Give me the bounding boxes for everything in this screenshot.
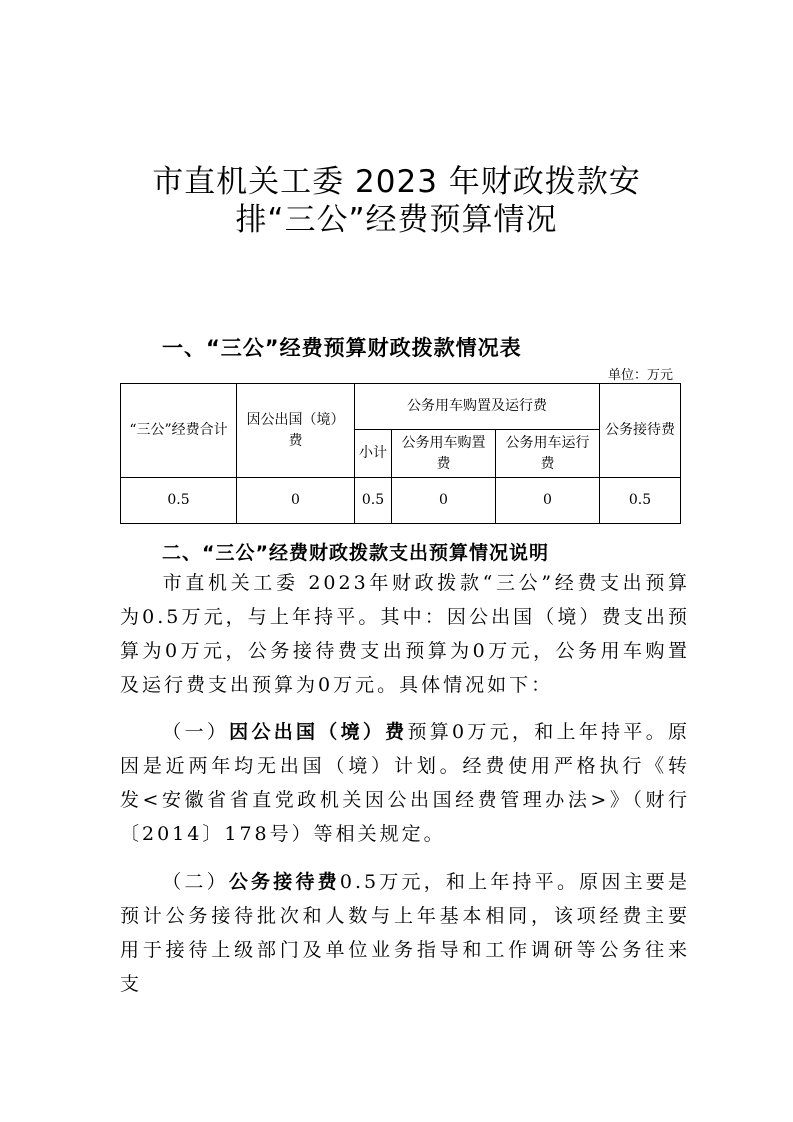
three-public-expenses-table	[120, 383, 681, 524]
cell-total: 0.5	[121, 478, 237, 524]
cell-vehicle-purchase: 0	[392, 478, 496, 524]
cell-reception: 0.5	[600, 478, 681, 524]
paragraph-overview	[120, 566, 690, 702]
header-vehicle-group: 公务用车购置及运行费	[355, 384, 600, 430]
paragraph-abroad-lead: （一）	[162, 721, 230, 743]
document-title-line-1: 市直机关工委 2023 年财政拨款安	[152, 164, 641, 200]
document-title-line-2: 排“三公”经费预算情况	[235, 202, 558, 238]
paragraph-abroad-text: 预算0万元，和上年持平。原因是近两年均无出国（境）计划。经费使用严格执行《转发<安徽省省直党政机关因公出国经费管理办法>》（财行〔2014〕178号）等相关规定。	[120, 721, 690, 845]
paragraph-abroad	[120, 715, 690, 851]
paragraph-overview-text: 市直机关工委 2023年财政拨款“三公”经费支出预算为0.5万元，与上年持平。其中：因公出国（境）费支出预算为0万元，公务接待费支出预算为0万元，公务用车购置及运行费支出预算为0万元。具体情况如下：	[120, 572, 690, 696]
paragraph-reception	[120, 865, 690, 1001]
unit-note: 单位：万元	[607, 368, 673, 383]
header-vehicle-operation: 公务用车运行费	[496, 430, 600, 478]
header-vehicle-purchase: 公务用车购置费	[392, 430, 496, 478]
cell-vehicle-operation: 0	[496, 478, 600, 524]
header-total: “三公”经费合计	[121, 384, 237, 478]
header-abroad: 因公出国（境）费	[237, 384, 355, 478]
cell-vehicle-subtotal: 0.5	[355, 478, 392, 524]
section-2-heading: 二、“三公”经费财政拨款支出预算情况说明	[162, 542, 549, 564]
section-1-heading: 一、“三公”经费预算财政拨款情况表	[162, 336, 522, 360]
header-reception: 公务接待费	[600, 384, 681, 478]
paragraph-abroad-bold: 因公出国（境）费	[229, 721, 408, 743]
paragraph-reception-lead: （二）	[162, 871, 229, 893]
paragraph-reception-text: 0.5万元，和上年持平。原因主要是预计公务接待批次和人数与上年基本相同，该项经费主要用于接待上级部门及单位业务指导和工作调研等公务往来支	[120, 871, 690, 995]
header-vehicle-subtotal: 小计	[355, 430, 392, 478]
cell-abroad: 0	[237, 478, 355, 524]
paragraph-reception-bold: 公务接待费	[228, 871, 340, 893]
